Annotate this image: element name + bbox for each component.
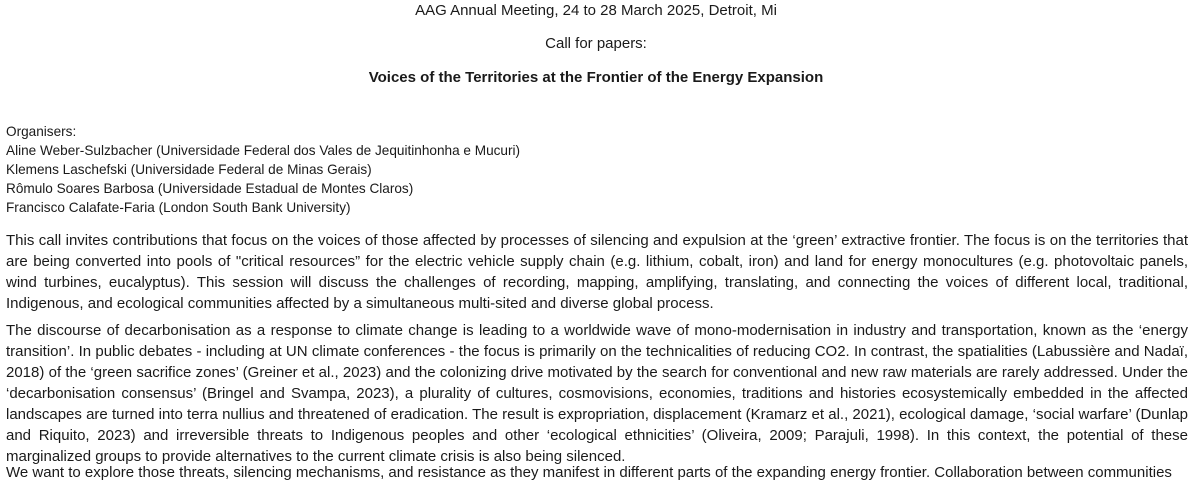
organisers-block bbox=[6, 122, 520, 217]
organiser-name: Francisco Calafate-Faria (London South Bank University) bbox=[6, 200, 351, 215]
organisers-heading: Organisers: bbox=[6, 124, 77, 139]
organiser-name: Rômulo Soares Barbosa (Universidade Estadual de Montes Claros) bbox=[6, 181, 414, 196]
paragraph-explore: We want to explore those threats, silencing mechanisms, and resistance as they manifest in different parts of the expanding energy frontier. Collaboration between communities bbox=[6, 464, 1172, 480]
session-title: Voices of the Territories at the Frontier of the Energy Expansion bbox=[368, 69, 824, 86]
organiser-name: Klemens Laschefski (Universidade Federal de Minas Gerais) bbox=[6, 162, 372, 177]
call-for-papers-line: Call for papers: bbox=[545, 35, 647, 52]
organiser-name: Aline Weber-Sulzbacher (Universidade Federal dos Vales de Jequitinhonha e Mucuri) bbox=[6, 143, 521, 158]
paragraph-decarbonisation: The discourse of decarbonisation as a response to climate change is leading to a worldwide wave of mono-modernisation in industry and transportation, known as the ‘energy transition’. In public debates - including at UN climate conferences - the focus is primarily on the technicalities of reducing CO2. In contrast, the spatialities (Labussière and Nadaï, 2018) of the ‘green sacrifice zones’ (Greiner et al., 2023) and the colonizing drive motivated by the search for conventional and new raw materials are rarely addressed. Under the ‘decarbonisation consensus’ (Bringel and Svampa, 2023), a plurality of cultures, cosmovisions, economies, traditions and histories ecosystemically embedded in the affected landscapes are turned into terra nullius and threatened of eradication. The result is expropriation, displacement (Kramarz et al., 2021), ecological damage, ‘social warfare’ (Dunlap and Riquito, 2023) and irreversible threats to Indigenous peoples and other ‘ecological ethnicities’ (Oliveira, 2009; Parajuli, 1998). In this context, the potential of these marginalized groups to provide alternatives to the current climate crisis is also being silenced. bbox=[6, 322, 1188, 465]
paragraph-intro: This call invites contributions that focus on the voices of those affected by processes of silencing and expulsion at the ‘green’ extractive frontier. The focus is on the territories that are being converted into pools of "critical resources” for the electric vehicle supply chain (e.g. lithium, cobalt, iron) and land for energy monocultures (e.g. photovoltaic panels, wind turbines, eucalyptus). This session will discuss the challenges of recording, mapping, amplifying, translating, and connecting the voices of different local, traditional, Indigenous, and ecological communities affected by a simultaneous multi-sited and diverse global process. bbox=[6, 232, 1188, 312]
meeting-line: AAG Annual Meeting, 24 to 28 March 2025, Detroit, Mi bbox=[415, 2, 777, 19]
